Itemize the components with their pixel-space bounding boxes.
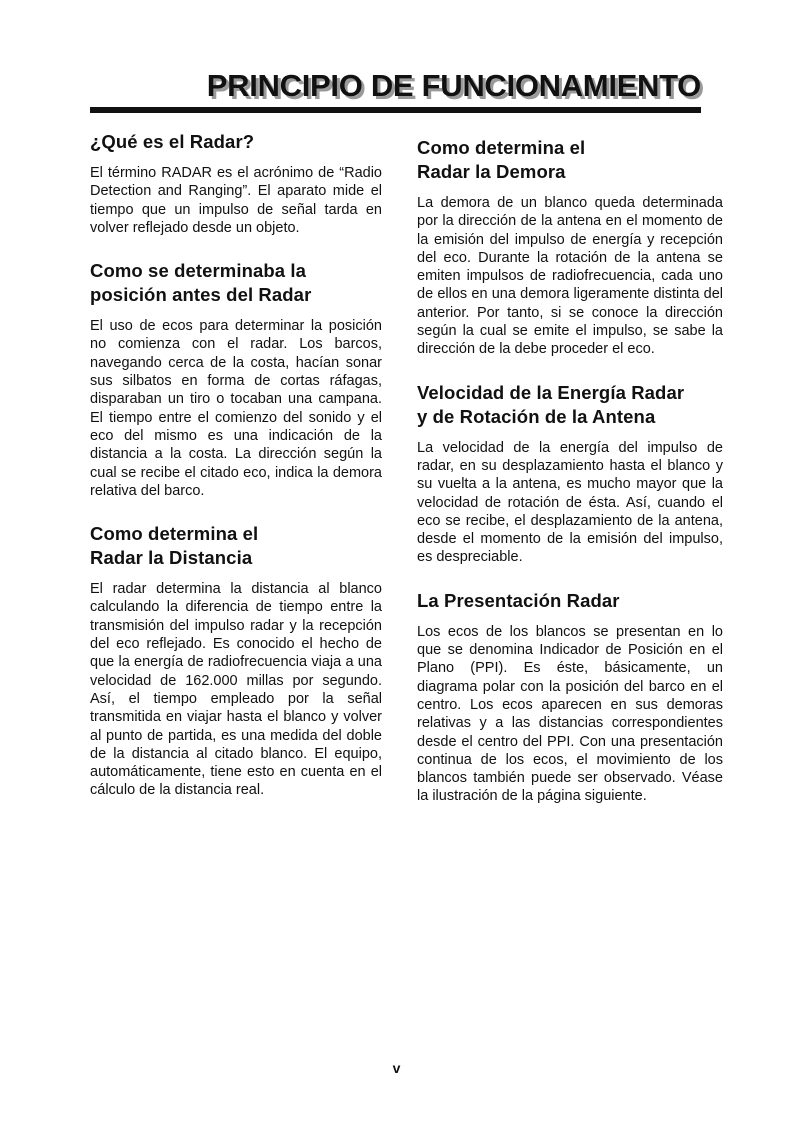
section-presentacion-radar <box>417 589 723 806</box>
section-heading <box>417 589 723 613</box>
section-body: La demora de un blanco queda determinada por la dirección de la antena en el momento de la emisión del impulso de energía y recepción del eco. Durante la rotación de la antena se emiten impulsos de radiofrecuencia, cada uno de ellos en una demora ligeramente distinta del anterior. Por tanto, si se conoce la dirección según la cual se emite el impulso, se sabe la dirección de la debe proceder el eco. <box>417 195 723 358</box>
section-body: El término RADAR es el acrónimo de “Radio Detection and Ranging”. El aparato mide el tiempo que un impulso de señal tarda en volver reflejado desde un objeto. <box>90 165 382 236</box>
heading-line: La Presentación Radar <box>417 589 620 611</box>
section-heading <box>90 259 382 307</box>
section-velocidad-energia-radar <box>417 381 723 567</box>
section-heading <box>417 136 723 184</box>
heading-line: Velocidad de la Energía Radar <box>417 381 685 403</box>
heading-line: Como determina el <box>417 137 586 158</box>
section-que-es-el-radar <box>90 130 382 237</box>
section-radar-la-distancia <box>90 522 382 800</box>
section-body: El radar determina la distancia al blanco calculando la diferencia de tiempo entre la transmisión del impulso radar y la recepción del eco reflejado. Es conocido el hecho de que la energía de radiofrecuencia viaja a una velocidad de 162.000 millas por segundo. Así, el tiempo empleado por la señal transmitida en viajar hasta el blanco y volver al punto de partida, es una medida del doble de la distancia al citado blanco. El equipo, automáticamente, tiene esto en cuenta en el cálculo de la distancia real. <box>90 581 382 799</box>
heading-line: posición antes del Radar <box>90 284 312 306</box>
section-heading <box>90 522 382 570</box>
heading-line: y de Rotación de la Antena <box>417 405 656 427</box>
section-posicion-antes-del-radar <box>90 259 382 500</box>
section-body: Los ecos de los blancos se presentan en lo que se denomina Indicador de Posición en el Plano (PPI). Es éste, básicamente, un diagrama polar con la posición del barco en el centro. Los ecos aparecen en sus demoras relativas y a las distancias correspondientes desde el centro del PPI. Con una presentación continua de los ecos, el movimiento de los blancos también puede ser observado. Véase la ilustración de la página siguiente. <box>417 623 723 805</box>
right-column <box>417 136 723 806</box>
page-number: v <box>392 1060 401 1076</box>
heading-line: Radar la Distancia <box>90 547 253 569</box>
section-heading <box>417 381 723 429</box>
section-heading <box>90 130 382 154</box>
section-body: La velocidad de la energía del impulso de radar, en su desplazamiento hasta el blanco y su vuelta a la antena, es mucho mayor que la velocidad de rotación de ésta. Así, cuando el eco se recibe, el desplazamiento de la antena, desde el momento de la emisión del impulso, es despreciable. <box>417 439 723 566</box>
section-body: El uso de ecos para determinar la posición no comienza con el radar. Los barcos, navegando cerca de la costa, hacían sonar sus silbatos en forma de cortas ráfagas, disparaban un tiro o tocaban una campana. El tiempo entre el comienzo del sonido y el eco del mismo es una indicación de la distancia a la costa. La dirección según la cual se recibe el citado eco, indica la demora relativa del barco. <box>90 318 382 499</box>
section-radar-la-demora <box>417 136 723 359</box>
heading-line: Como se determinaba la <box>90 260 307 282</box>
page-title: PRINCIPIO DE FUNCIONAMIENTO <box>206 68 701 103</box>
heading-line: Radar la Demora <box>417 161 566 182</box>
left-column <box>90 130 382 800</box>
heading-line: ¿Qué es el Radar? <box>90 131 255 152</box>
title-rule <box>90 107 701 113</box>
heading-line: Como determina el <box>90 523 259 545</box>
